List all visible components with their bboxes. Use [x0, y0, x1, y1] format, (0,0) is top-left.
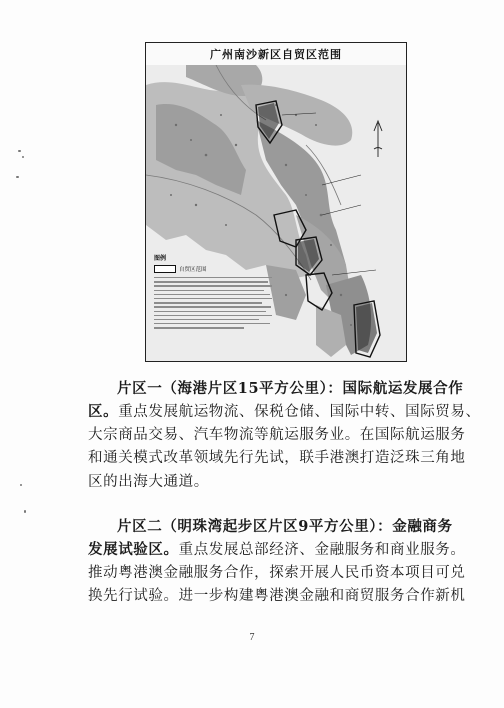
paragraph-zone-1: [88, 377, 481, 494]
legend-label: 自贸区范围: [179, 267, 207, 273]
text-line: [88, 377, 464, 400]
text-line: [88, 447, 466, 470]
scan-speck: [20, 484, 22, 486]
body-text: 推动粤港澳金融服务合作，探索开展人民币资本项目可兑: [88, 564, 466, 581]
legend-note-line: [154, 294, 270, 295]
text-line: [88, 538, 466, 561]
text-line: [88, 471, 434, 494]
legend-note-line: [154, 323, 270, 324]
legend-note-line: [154, 311, 266, 312]
legend-notes: [154, 277, 272, 331]
legend-key: [154, 265, 207, 273]
text-line: [88, 400, 481, 423]
legend-note-line: [154, 302, 262, 303]
legend-note-line: [154, 298, 272, 299]
legend-note-line: [154, 319, 259, 320]
page-number: 7: [249, 632, 255, 643]
zone-heading: 片区二（明珠湾起步区片区9平方公里）：金融商务: [117, 518, 453, 535]
legend-swatch: [154, 265, 176, 273]
map-title: 广州南沙新区自贸区范围: [210, 48, 342, 61]
legend-note-line: [154, 306, 271, 307]
text-line: [88, 585, 466, 608]
zone-heading: 区。: [88, 403, 119, 421]
body-text: 区的出海大通道。: [88, 473, 209, 490]
legend-note-line: [154, 327, 244, 328]
text-line: [88, 424, 466, 447]
legend-note-line: [154, 285, 272, 286]
zone-heading: 片区一（海港片区15平方公里）：国际航运发展合作: [117, 380, 464, 397]
body-text: 重点发展总部经济、金融服务和商业服务。: [178, 542, 466, 559]
legend-note-line: [154, 315, 272, 316]
text-line: [88, 515, 453, 538]
body-text: 换先行试验。进一步构建粤港澳金融和商贸服务合作新机: [88, 588, 466, 605]
text-line: [88, 562, 466, 585]
zone-heading: 发展试验区。: [88, 541, 179, 559]
body-text: 大宗商品交易、汽车物流等航运服务业。在国际航运服务: [88, 426, 466, 443]
map-figure: [145, 42, 407, 362]
scan-speck: [16, 176, 19, 178]
scan-speck: [22, 156, 24, 158]
body-text: 和通关模式改革领域先行先试，联手港澳打造泛珠三角地: [88, 450, 466, 467]
legend-title: 图例: [154, 255, 167, 262]
paragraph-zone-2: [88, 515, 466, 609]
map-title-bar: [146, 43, 406, 66]
legend-note-line: [154, 277, 272, 278]
map-legend: [154, 253, 274, 353]
scan-speck: [24, 510, 26, 513]
legend-note-line: [154, 281, 268, 282]
legend-note-line: [154, 290, 264, 291]
scan-speck: [18, 150, 21, 152]
body-text: 重点发展航运物流、保税仓储、国际中转、国际贸易、: [118, 404, 481, 421]
